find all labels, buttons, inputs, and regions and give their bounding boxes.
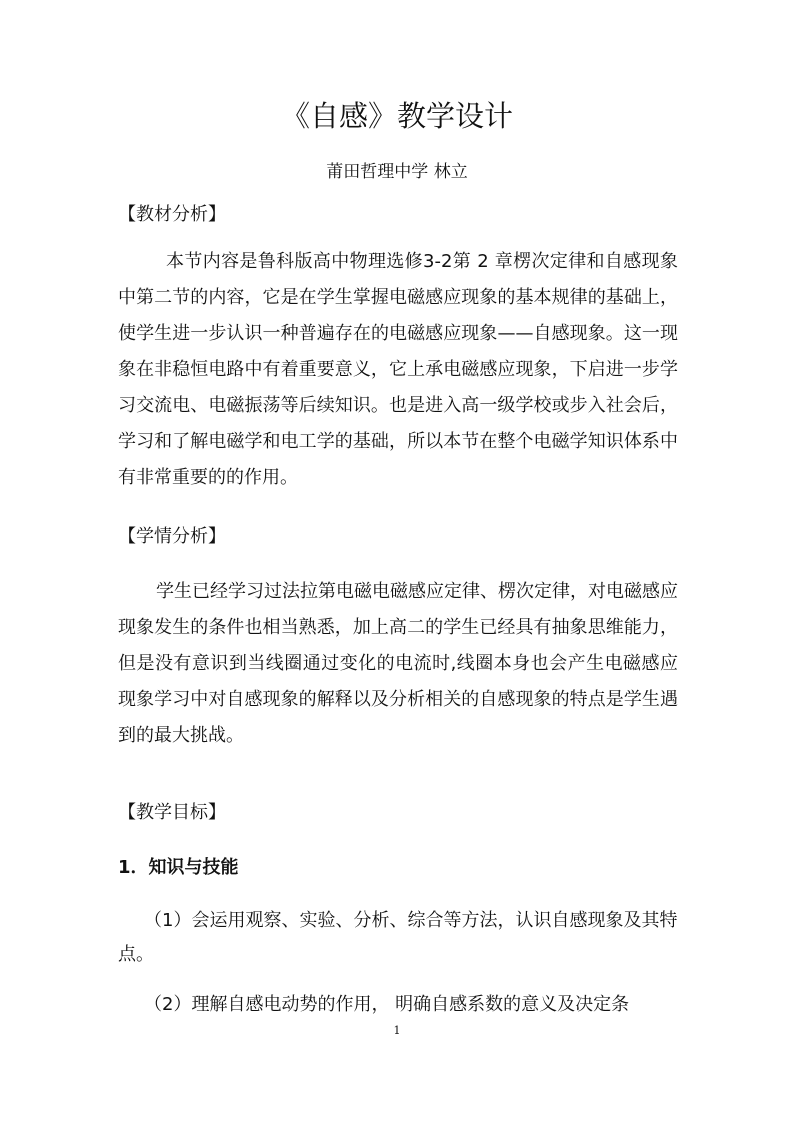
section-heading-textbook-analysis: 【教材分析】	[118, 204, 226, 225]
paragraph-textbook-analysis: 本节内容是鲁科版高中物理选修3-2第 2 章楞次定律和自感现象中第二节的内容，它是在学生掌握电磁感应现象的基本规律的基础上，使学生进一步认识一种普遍存在的电磁感应现象——自感现象。这一现象在非稳恒电路中有着重要意义，它上承电磁感应现象，下启进一步学习交流电、电磁振荡等后续知识。也是进入高一级学校或步入社会后，学习和了解电磁学和电工学的基础，所以本节在整个电磁学知识体系中有非常重要的的作用。	[118, 251, 678, 488]
document-title: 《自感》教学设计	[280, 99, 513, 133]
author-line: 莆田哲理中学 林立	[326, 162, 468, 182]
goal-item: （1）会运用观察、实验、分析、综合等方法，认识自感现象及其特点。	[118, 910, 678, 965]
subheading-knowledge-skills: 1．知识与技能	[118, 857, 239, 878]
paragraph-student-analysis: 学生已经学习过法拉第电磁电磁感应定律、楞次定律，对电磁感应现象发生的条件也相当熟悉，加上高二的学生已经具有抽象思维能力，但是没有意识到当线圈通过变化的电流时,线圈本身也会产生电磁感应现象学习中对自感现象的解释以及分析相关的自感现象的特点是学生遇到的最大挑战。	[118, 581, 678, 746]
section-heading-teaching-goals: 【教学目标】	[118, 802, 226, 823]
goal-item: （2）理解自感电动势的作用， 明确自感系数的意义及决定条	[144, 994, 630, 1015]
section-heading-student-analysis: 【学情分析】	[118, 526, 226, 547]
page-number: 1	[393, 1024, 401, 1037]
